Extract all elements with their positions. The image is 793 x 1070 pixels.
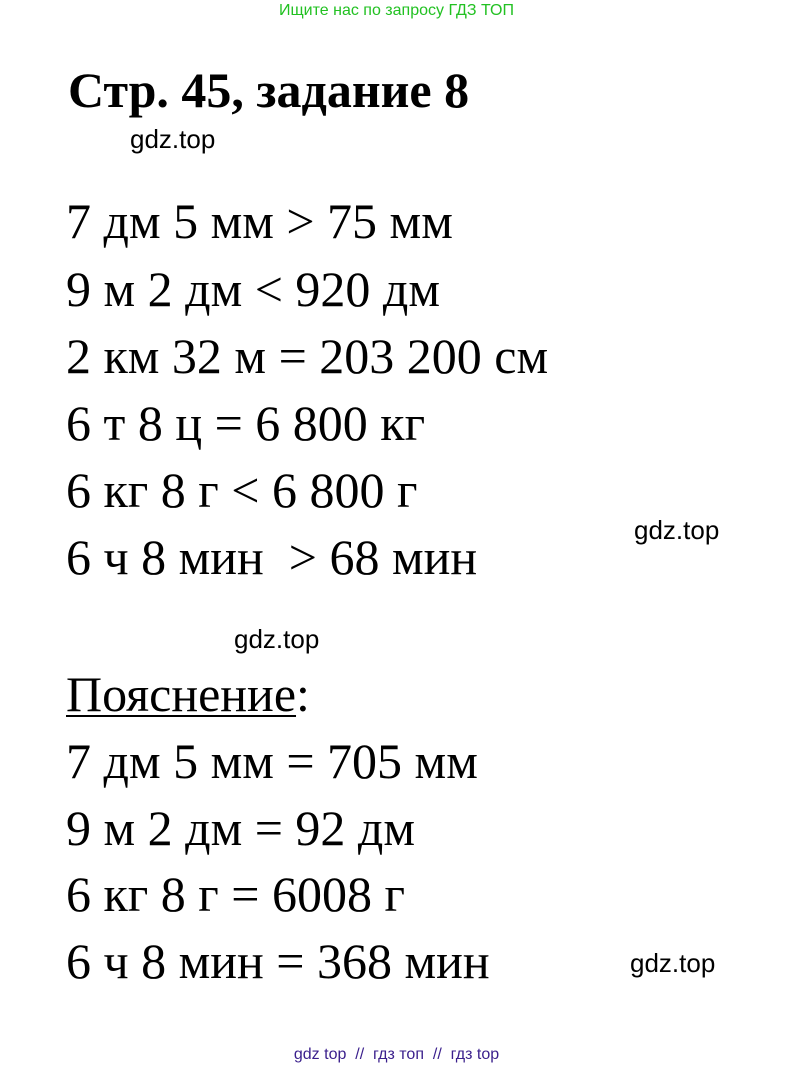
- explanation-line-1: 7 дм 5 мм = 705 мм: [66, 733, 478, 789]
- answer-line-3: 2 км 32 м = 203 200 см: [66, 328, 549, 384]
- explanation-line-3: 6 кг 8 г = 6008 г: [66, 866, 406, 922]
- answer-line-6: 6 ч 8 мин > 68 мин: [66, 529, 478, 585]
- explanation-line-2: 9 м 2 дм = 92 дм: [66, 800, 415, 856]
- page-title: Стр. 45, задание 8: [68, 62, 470, 118]
- explanation-line-4: 6 ч 8 мин = 368 мин: [66, 933, 490, 989]
- answer-line-5: 6 кг 8 г < 6 800 г: [66, 462, 418, 518]
- watermark: gdz.top: [234, 624, 320, 654]
- explanation-heading: [66, 666, 310, 722]
- footer: gdz top // гдз топ // гдз top: [293, 1046, 500, 1063]
- watermark: gdz.top: [634, 515, 720, 545]
- top-banner: Ищите нас по запросу ГДЗ ТОП: [279, 2, 514, 19]
- explanation-heading-word: Пояснение: [66, 666, 297, 722]
- explanation-heading-colon: :: [296, 666, 310, 722]
- answer-line-2: 9 м 2 дм < 920 дм: [66, 261, 440, 317]
- watermark: gdz.top: [630, 948, 716, 978]
- watermark: gdz.top: [130, 124, 216, 154]
- answer-line-1: 7 дм 5 мм > 75 мм: [66, 193, 453, 249]
- answer-line-4: 6 т 8 ц = 6 800 кг: [66, 395, 426, 451]
